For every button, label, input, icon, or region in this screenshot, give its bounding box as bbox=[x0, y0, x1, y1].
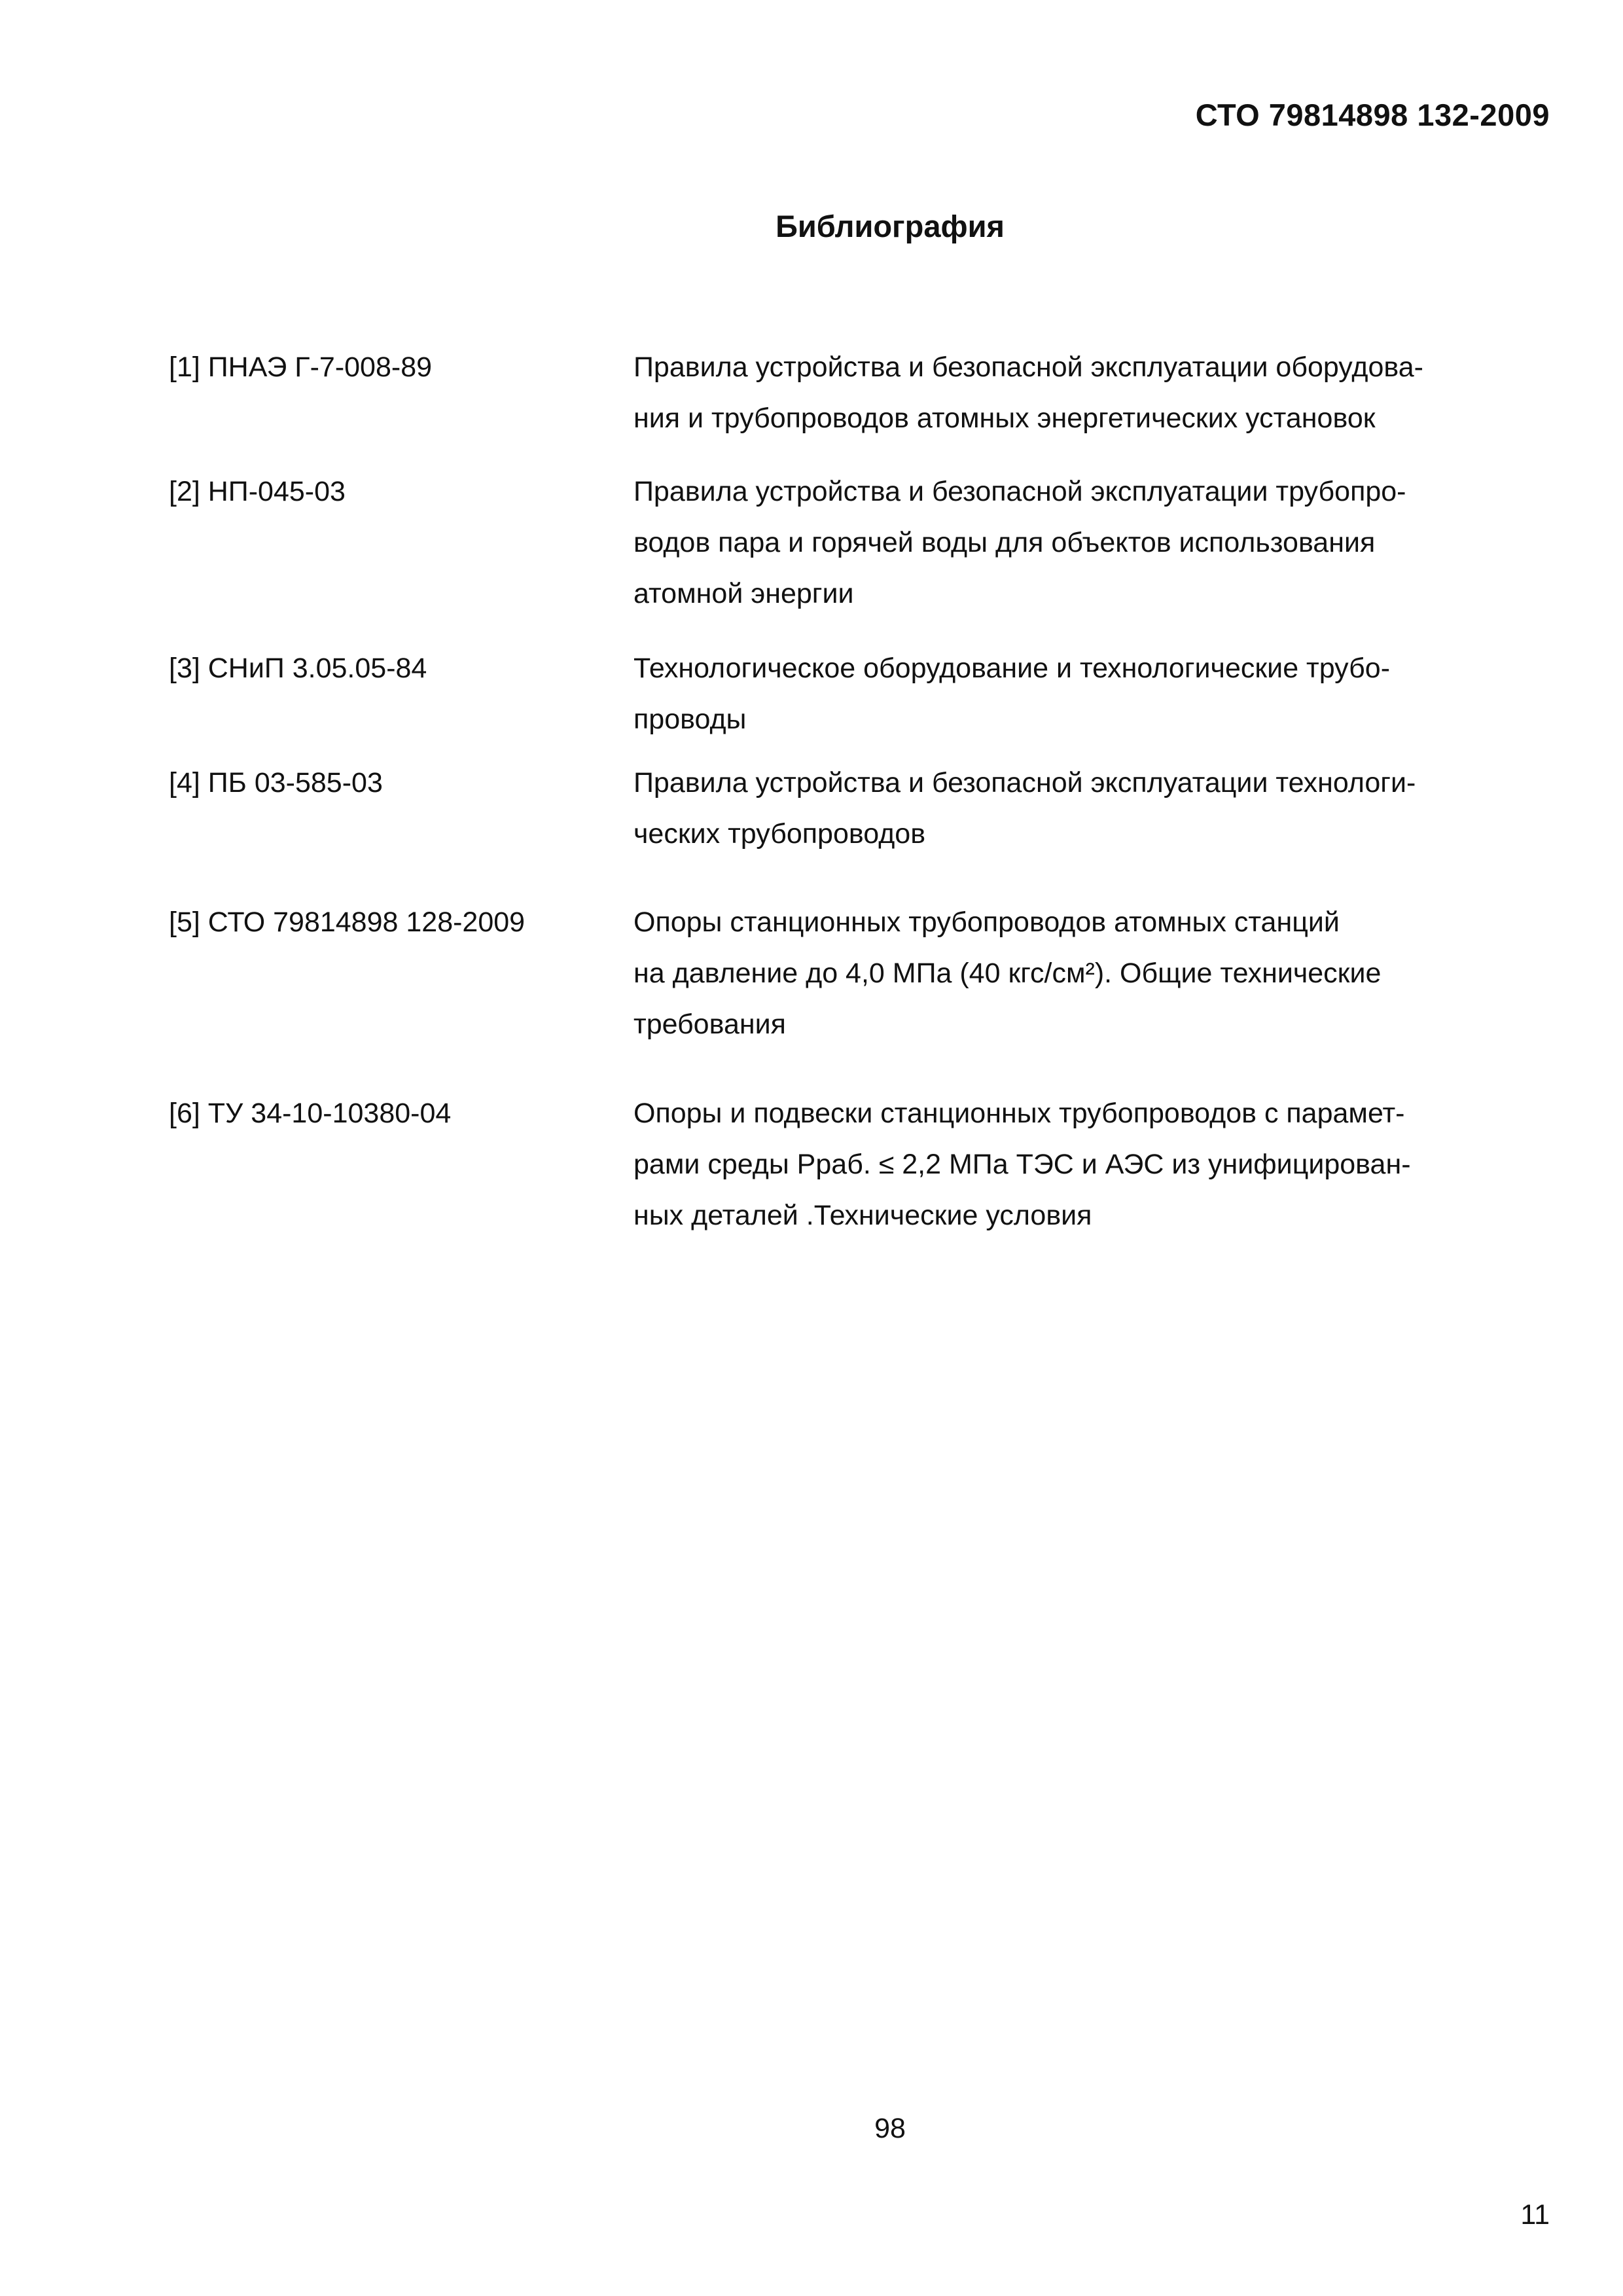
bibliography-description-line: ния и трубопроводов атомных энергетических установок bbox=[633, 403, 1376, 434]
bibliography-description bbox=[633, 897, 1537, 1050]
bibliography-description-line: Технологическое оборудование и технологические трубо- bbox=[633, 653, 1391, 684]
bibliography-description-line: водов пара и горячей воды для объектов использования bbox=[633, 527, 1376, 558]
document-code: СТО 79814898 132-2009 bbox=[1195, 98, 1550, 132]
bibliography-description bbox=[633, 757, 1537, 859]
bibliography-description-line: Опоры и подвески станционных трубопроводов с парамет- bbox=[633, 1098, 1405, 1129]
bibliography-description-line: Правила устройства и безопасной эксплуатации трубопро- bbox=[633, 476, 1406, 507]
bibliography-description-line: Опоры станционных трубопроводов атомных станций bbox=[633, 906, 1340, 938]
bibliography-description-line: на давление до 4,0 МПа (40 кгс/см²). Общие технические bbox=[633, 958, 1382, 989]
bibliography-description-line: атомной энергии bbox=[633, 578, 854, 609]
sheet-number: 11 bbox=[1520, 2199, 1550, 2231]
bibliography-description bbox=[633, 643, 1537, 745]
bibliography-reference: [2] НП-045-03 bbox=[169, 476, 346, 507]
bibliography-description bbox=[633, 342, 1537, 444]
bibliography-reference: [4] ПБ 03-585-03 bbox=[169, 767, 383, 798]
bibliography-reference: [6] ТУ 34-10-10380-04 bbox=[169, 1098, 452, 1129]
bibliography-description-line: ческих трубопроводов bbox=[633, 818, 926, 850]
bibliography-description-line: требования bbox=[633, 1009, 786, 1040]
section-title: Библиография bbox=[776, 209, 1005, 243]
bibliography-description-line: Правила устройства и безопасной эксплуатации технологи- bbox=[633, 767, 1416, 798]
page-number: 98 bbox=[874, 2113, 906, 2144]
bibliography-reference: [5] СТО 79814898 128-2009 bbox=[169, 906, 526, 938]
bibliography-description bbox=[633, 466, 1537, 619]
bibliography-reference: [3] СНиП 3.05.05-84 bbox=[169, 653, 427, 684]
bibliography-description-line: Правила устройства и безопасной эксплуатации оборудова- bbox=[633, 351, 1423, 383]
bibliography-description-line: рами среды Рраб. ≤ 2,2 МПа ТЭС и АЭС из унифицирован- bbox=[633, 1149, 1411, 1180]
bibliography-description bbox=[633, 1088, 1537, 1241]
bibliography-description-line: проводы bbox=[633, 704, 747, 735]
bibliography-reference: [1] ПНАЭ Г-7-008-89 bbox=[169, 351, 433, 383]
bibliography-description-line: ных деталей .Технические условия bbox=[633, 1200, 1092, 1231]
